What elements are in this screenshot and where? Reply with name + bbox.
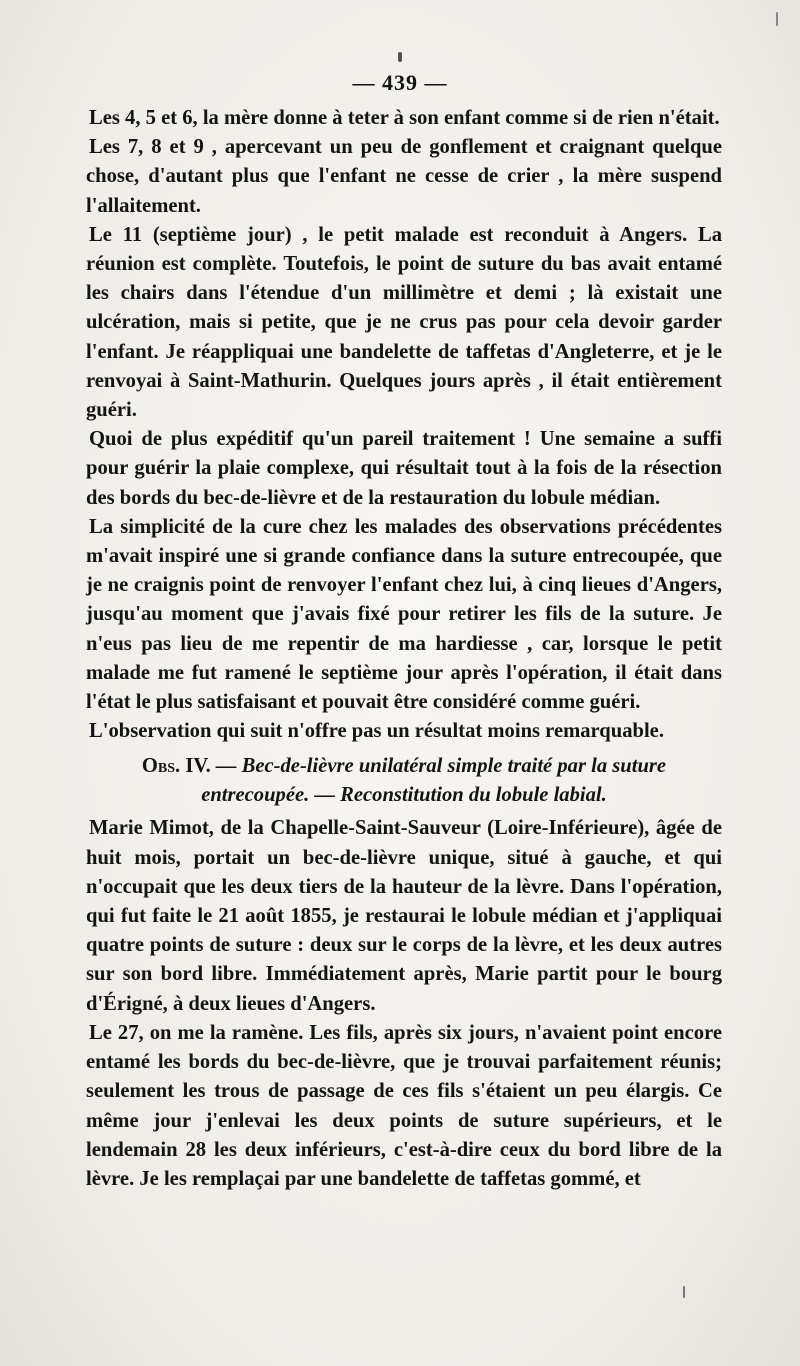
paragraph: L'observation qui suit n'offre pas un résultat moins remarquable. (89, 720, 664, 743)
ink-mark (398, 52, 402, 62)
page-number: — 439 — (352, 70, 448, 95)
ink-mark (776, 12, 778, 26)
observation-title-line2: entrecoupée. — Reconstitution du lobule labial. (201, 784, 607, 807)
observation-heading (86, 752, 722, 810)
page-body (86, 104, 722, 1194)
observation-title-line1: — Bec-de-lièvre unilatéral simple traité par la suture (215, 755, 667, 778)
observation-label: Obs. IV. (141, 755, 211, 778)
paragraph: La simplicité de la cure chez les malades des observations précédentes m'avait inspiré une si grande confiance dans la suture entrecoupée, que je ne craignis point de renvoyer l'enfant chez lui, à cinq lieues d'Angers, jusqu'au moment que j'avais fixé pour retirer les fils de la suture. Je n'eus pas lieu de me repentir de ma hardiesse , car, lorsque le petit malade me fut ramené le septième jour après l'opération, il était dans l'état le plus satisfaisant et pouvait être considéré comme guéri. (86, 515, 722, 714)
paragraph: Le 27, on me la ramène. Les fils, après six jours, n'avaient point encore entamé les bords du bec-de-lièvre, que je trouvai parfaitement réunis; seulement les trous de passage de ces fils s'étaient un peu élargis. Ce même jour j'enlevai les deux points de suture supérieurs, et le lendemain 28 les deux inférieurs, c'est-à-dire ceux du bord libre de la lèvre. Je les remplaçai par une bandelette de taffetas gommé, et (86, 1021, 722, 1190)
paragraph: Les 7, 8 et 9 , apercevant un peu de gonflement et craignant quelque chose, d'autant plus que l'enfant ne cesse de crier , la mère suspend l'allaitement. (86, 136, 722, 217)
ink-mark (683, 1286, 685, 1298)
paragraph: Les 4, 5 et 6, la mère donne à teter à son enfant comme si de rien n'était. (89, 107, 720, 129)
paragraph: Le 11 (septième jour) , le petit malade est reconduit à Angers. La réunion est complète. Toutefois, le point de suture du bas avait entamé les chairs dans l'étendue d'un millimètre et demi ; là existait une ulcération, mais si petite, que je ne crus pas pour cela devoir garder l'enfant. Je réappliquai une bandelette de taffetas d'Angleterre, et je le renvoyai à Saint-Mathurin. Quelques jours après , il était entièrement guéri. (86, 223, 722, 422)
paragraph: Marie Mimot, de la Chapelle-Saint-Sauveur (Loire-Inférieure), âgée de huit mois, portait un bec-de-lièvre unique, situé à gauche, et qui n'occupait que les deux tiers de la hauteur de la lèvre. Dans l'opération, qui fut faite le 21 août 1855, je restaurai le lobule médian et j'appliquai quatre points de suture : deux sur le corps de la lèvre, et les deux autres sur son bord libre. Immédiatement après, Marie partit pour le bourg d'Érigné, à deux lieues d'Angers. (86, 817, 722, 1015)
paragraph: Quoi de plus expéditif qu'un pareil traitement ! Une semaine a suffi pour guérir la plaie complexe, qui résultait tout à la fois de la résection des bords du bec-de-lièvre et de la restauration du lobule médian. (86, 428, 722, 509)
